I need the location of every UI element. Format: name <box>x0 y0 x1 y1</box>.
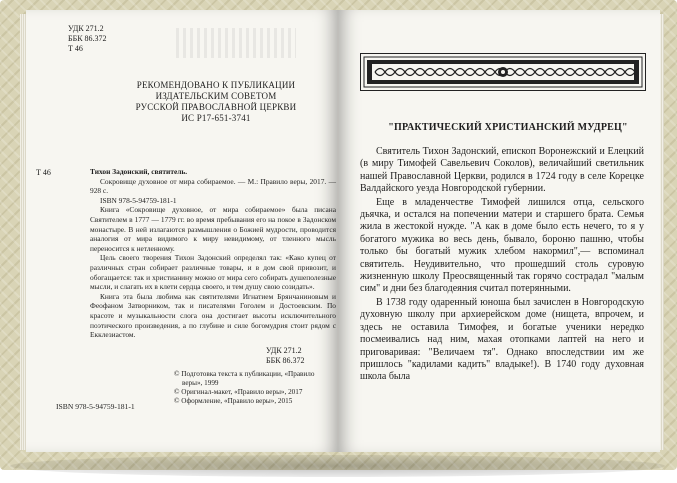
recommendation-line: ИЗДАТЕЛЬСКИМ СОВЕТОМ <box>155 91 277 101</box>
left-page <box>26 10 338 452</box>
copyright-line: © Оригинал-макет, «Правило веры», 2017 <box>174 388 303 396</box>
isbn-bottom: ISBN 978-5-94759-181-1 <box>56 402 135 411</box>
right-page <box>338 10 660 452</box>
recommendation-block <box>116 80 316 124</box>
copyright-block <box>174 370 324 406</box>
copyright-line: © Подготовка текста к публикации, «Правило веры», 1999 <box>174 370 315 387</box>
chapter-heading: "ПРАКТИЧЕСКИЙ ХРИСТИАНСКИЙ МУДРЕЦ" <box>388 122 628 133</box>
udk-code: УДК 271.2 <box>266 346 302 355</box>
publication-number: ИС Р17-651-3741 <box>181 113 251 123</box>
body-paragraph: Святитель Тихон Задонский, епископ Воронежский и Елецкий (в миру Тимофей Савельевич Соколов), величайший светильник нашей Православной Церкви, родился в 1724 году в селе Корецке Валдайского уезда Новгородской губернии. <box>360 146 644 195</box>
classification-codes-bottom <box>266 346 305 366</box>
body-paragraph: Еще в младенчестве Тимофей лишился отца, сельского дьячка, и остался на попечении матери и старшего брата. Семья жила в жестокой нужде. "А как в доме было есть нечего, то я у богатого мужика во весь день, бывало, бороню пашню, чтобы только бы богатый мужик хлебом накормил",— вспоминал святитель. Неудивительно, что прошедший столь суровую жизненную школу Преосвященный так горячо сострадал "малым сим" и дни без благодеяния считал потерянными. <box>360 196 644 295</box>
chapter-body <box>360 146 644 385</box>
catalog-author: Тихон Задонский, святитель. <box>90 167 188 176</box>
bbk-code: ББК 86.372 <box>266 356 305 365</box>
udk-code: УДК 271.2 <box>68 24 104 33</box>
body-paragraph: В 1738 году одаренный юноша был зачислен в Новгородскую духовную школу при архиерейском доме (нищета, впрочем, и здесь не оставила Тимофея, и богатые ученики нередко посмеивались над ним, махая отопками лаптей на него и приговаривая: "Величаем тя". Однако впоследствии им же пришлось "кадилами кадить" владыке!). В 1740 году духовная школа была <box>360 296 644 383</box>
book-shadow <box>10 455 665 477</box>
isbn: ISBN 978-5-94759-181-1 <box>100 195 177 205</box>
catalog-mark: Т 46 <box>36 168 51 177</box>
annotation-paragraph: Книга «Сокровище духовное, от мира собираемое» была писана Святителем в 1777 — 1779 гг. во время пребывания его на покое в Задонском монастыре. В ней излагаются размышления о Божией мудрости, проводится аналогия от мира видимого к миру невидимому, от тленного мысль переносится к нетленному. <box>90 205 336 253</box>
ornament-icon <box>361 54 645 90</box>
author-mark: Т 46 <box>68 44 83 53</box>
copyright-line: © Оформление, «Правило веры», 2015 <box>174 397 293 405</box>
bbk-code: ББК 86.372 <box>68 34 107 43</box>
classification-codes <box>68 24 107 54</box>
recommendation-line: РЕКОМЕНДОВАНО К ПУБЛИКАЦИИ <box>136 80 296 90</box>
annotation-paragraph: Цель своего творения Тихон Задонский определял так: «Како купец от различных стран собирает различные товары, и в дом свой привозит, и обогащается: так и христианину можно от мира сего собирать душеполезные мысли, и слагать их в клети сердца своего, и тем душу свою созидать». <box>90 253 336 292</box>
annotation-paragraph: Книга эта была любима как святителями Игнатием Брянчаниновым и Феофаном Затворником, так и писателями Гоголем и Достоевским. По красоте и музыкальности слога она достигает высоты исключительного поэтического произведения, а по глубине и силе богомудрия стоит рядом с Екклезиастом. <box>90 291 336 340</box>
catalog-record <box>90 167 336 340</box>
recommendation-line: РУССКОЙ ПРАВОСЛАВНОЙ ЦЕРКВИ <box>135 102 297 112</box>
catalog-title: Сокровище духовное от мира собираемое. — М.: Правило веры, 2017. — 928 с. <box>90 176 336 196</box>
show-through-ornament <box>176 28 296 58</box>
decorative-header-ornament <box>360 53 646 91</box>
